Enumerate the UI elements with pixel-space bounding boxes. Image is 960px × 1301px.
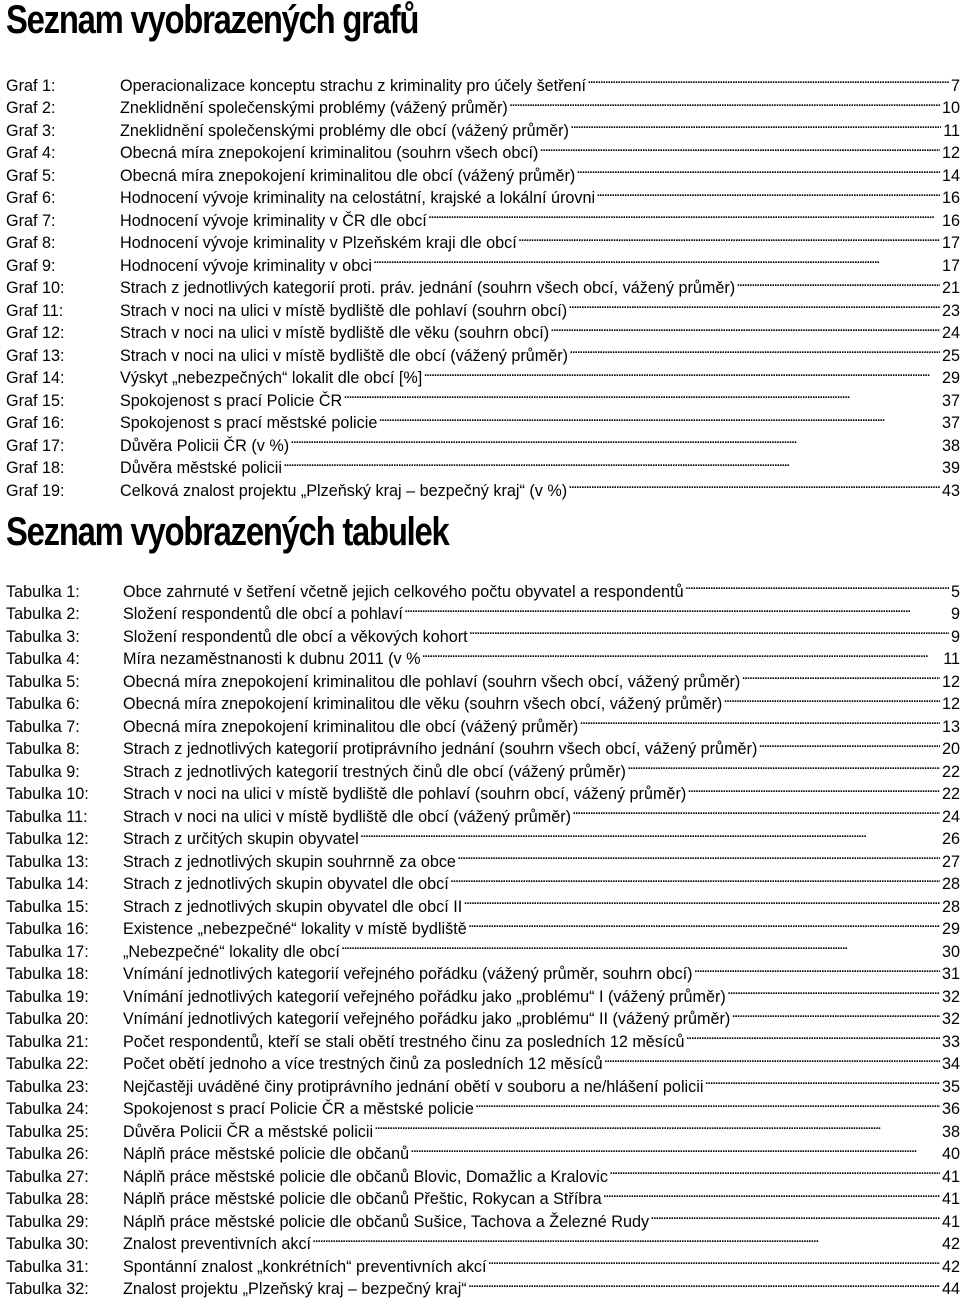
toc-entry-page-number: 20	[941, 740, 960, 758]
toc-entry-title: Náplň práce městské policie dle občanů Přeštic, Rokycan a Stříbra	[123, 1190, 602, 1208]
toc-entry-page-number: 14	[941, 166, 960, 185]
toc-entry-title: Vnímání jednotlivých kategorií veřejného pořádku jako „problému“ II (vážený průměr)	[123, 1010, 731, 1028]
toc-entry-page-number: 28	[941, 897, 960, 916]
toc-dot-leader	[462, 889, 940, 912]
toc-dot-leader	[575, 158, 940, 181]
toc-entry-title: Strach v noci na ulici v místě bydliště dle pohlaví (souhrn obcí)	[120, 301, 568, 320]
heading-list-of-tables: Seznam vyobrazených tabulek	[6, 510, 449, 554]
toc-dot-leader	[467, 1272, 940, 1295]
toc-entry-page-number: 30	[941, 942, 960, 961]
toc-entry-label: Tabulka 7:	[6, 717, 80, 736]
toc-dot-leader	[342, 383, 940, 406]
toc-entry-page-number: 29	[941, 369, 960, 387]
toc-entry-page-number: 28	[941, 875, 960, 893]
toc-entry-page-number: 9	[950, 605, 960, 623]
toc-entry[interactable]	[6, 574, 960, 601]
toc-entry-label: Graf 9:	[6, 256, 56, 275]
toc-entry-title: Strach z jednotlivých kategorií trestných činů dle obcí (vážený průměr)	[123, 762, 626, 781]
toc-dot-leader	[467, 912, 940, 935]
toc-dot-leader	[373, 1114, 940, 1137]
toc-entry-page-number: 21	[941, 279, 960, 297]
toc-entry-label: Tabulka 29:	[6, 1212, 89, 1231]
toc-entry-title: Vnímání jednotlivých kategorií veřejného pořádku jako „problému“ I (vážený průměr)	[123, 987, 726, 1006]
toc-entry-label: Tabulka 1:	[6, 582, 80, 601]
toc-entry-label: Graf 11:	[6, 301, 64, 320]
toc-entry-title: Existence „nebezpečné“ lokality v místě bydliště	[123, 920, 467, 938]
toc-entry-page-number: 22	[941, 785, 960, 803]
toc-entry-page-number: 26	[941, 830, 960, 848]
toc-dot-leader	[517, 226, 940, 249]
toc-entry-title: Obecná míra znepokojení kriminalitou dle pohlaví (souhrn všech obcí, vážený průměr)	[123, 672, 741, 691]
toc-dot-leader	[549, 316, 940, 339]
toc-entry-page-number: 24	[941, 324, 960, 342]
toc-entry-page-number: 35	[941, 1077, 960, 1096]
toc-entry-label: Graf 7:	[6, 211, 56, 230]
toc-entry-label: Graf 8:	[6, 234, 56, 252]
toc-entry-label: Tabulka 18:	[6, 965, 89, 983]
toc-entry-label: Tabulka 13:	[6, 852, 89, 871]
toc-entry-label: Graf 4:	[6, 144, 56, 162]
toc-entry-title: Spokojenost s prací Policie ČR a městské policie	[123, 1100, 474, 1118]
toc-entry-title: Strach v noci na ulici v místě bydliště dle obcí (vážený průměr)	[120, 346, 569, 365]
toc-entry-page-number: 33	[941, 1032, 960, 1051]
toc-dot-leader	[649, 1204, 940, 1227]
toc-dot-leader	[372, 248, 940, 271]
toc-entry-label: Tabulka 15:	[6, 897, 89, 916]
toc-entry-page-number: 38	[941, 1122, 960, 1141]
toc-entry-label: Graf 5:	[6, 166, 56, 185]
toc-entry-label: Tabulka 30:	[6, 1235, 89, 1253]
toc-entry-page-number: 11	[943, 650, 960, 668]
toc-entry-label: Graf 18:	[6, 459, 65, 477]
toc-entry-label: Graf 17:	[6, 436, 65, 455]
toc-entry-title: Náplň práce městské policie dle občanů Sušice, Tachova a Železné Rudy	[123, 1212, 650, 1231]
toc-entry-page-number: 12	[941, 672, 960, 691]
toc-entry-label: Tabulka 32:	[6, 1280, 89, 1298]
toc-entry-label: Graf 6:	[6, 189, 56, 207]
toc-entry-label: Tabulka 19:	[6, 987, 89, 1006]
toc-entry-title: Složení respondentů dle obcí a věkových kohort	[123, 627, 468, 646]
toc-entry-title: Spokojenost s prací Policie ČR	[120, 391, 343, 410]
toc-entry-page-number: 22	[941, 762, 960, 781]
toc-entry-label: Tabulka 10:	[6, 785, 89, 803]
toc-dot-leader	[422, 361, 940, 384]
toc-dot-leader	[340, 934, 940, 957]
toc-entry-label: Tabulka 17:	[6, 942, 89, 961]
toc-dot-leader	[567, 473, 940, 496]
toc-dot-leader	[740, 664, 940, 687]
toc-entry-page-number: 16	[941, 211, 960, 230]
toc-dot-leader	[693, 957, 940, 980]
toc-entry-label: Graf 2:	[6, 99, 56, 117]
toc-entry-title: Důvěra Policii ČR (v %)	[120, 436, 290, 455]
toc-dot-leader	[282, 451, 940, 474]
toc-entry-label: Tabulka 26:	[6, 1145, 89, 1163]
toc-entry-label: Graf 15:	[6, 391, 65, 410]
toc-entry-title: Vnímání jednotlivých kategorií veřejného pořádku (vážený průměr, souhrn obcí)	[123, 965, 693, 983]
toc-dot-leader	[456, 844, 940, 867]
toc-entry-label: Tabulka 28:	[6, 1190, 89, 1208]
toc-entry-label: Tabulka 2:	[6, 605, 80, 623]
toc-dot-leader	[586, 68, 949, 91]
toc-entry-title: Počet obětí jednoho a více trestných činů za posledních 12 měsíců	[123, 1055, 603, 1073]
toc-entry-title: Hodnocení vývoje kriminality v obci	[120, 256, 372, 275]
toc-dot-leader	[377, 406, 940, 429]
toc-entry-label: Graf 19:	[6, 481, 65, 500]
toc-entry-page-number: 37	[941, 391, 960, 410]
toc-entry-title: Strach z jednotlivých kategorií protiprávního jednání (souhrn všech obcí, vážený průměr)	[123, 740, 758, 758]
toc-dot-leader	[409, 1137, 940, 1160]
toc-entry-page-number: 23	[941, 301, 960, 320]
toc-entry-title: Spontánní znalost „konkrétních“ preventivních akcí	[123, 1257, 487, 1276]
toc-entry-title: Obecná míra znepokojení kriminalitou dle obcí (vážený průměr)	[120, 166, 576, 185]
toc-entry-label: Tabulka 16:	[6, 920, 89, 938]
toc-entry-page-number: 29	[941, 920, 960, 938]
toc-entry-label: Graf 13:	[6, 346, 65, 365]
toc-entry-title: Obce zahrnuté v šetření včetně jejich celkového počtu obyvatel a respondentů	[123, 582, 684, 601]
toc-entry-title: Hodnocení vývoje kriminality v ČR dle obcí	[120, 211, 427, 230]
toc-entry-title: Strach z určitých skupin obyvatel	[123, 830, 359, 848]
toc-entry-title: Hodnocení vývoje kriminality na celostátní, krajské a lokální úrovni	[120, 189, 596, 207]
toc-entry-title: Znalost projektu „Plzeňský kraj – bezpečný kraj“	[123, 1280, 467, 1298]
toc-entry-page-number: 36	[941, 1100, 960, 1118]
toc-dot-leader	[311, 1227, 940, 1250]
toc-dot-leader	[686, 777, 940, 800]
list-of-charts	[6, 68, 960, 500]
toc-entry-title: Důvěra městské policii	[120, 459, 282, 477]
toc-entry-page-number: 43	[941, 481, 960, 500]
toc-entry-page-number: 17	[941, 234, 960, 252]
toc-dot-leader	[567, 293, 940, 316]
heading-list-of-charts: Seznam vyobrazených grafů	[6, 0, 419, 42]
toc-dot-leader	[403, 597, 949, 620]
toc-dot-leader	[468, 619, 949, 642]
toc-entry-label: Tabulka 11:	[6, 807, 88, 826]
toc-entry-page-number: 34	[941, 1055, 960, 1073]
toc-entry-title: Důvěra Policii ČR a městské policii	[123, 1122, 374, 1141]
toc-entry-title: Celková znalost projektu „Plzeňský kraj – bezpečný kraj“ (v %)	[120, 481, 568, 500]
toc-entry-title: Strach z jednotlivých kategorií proti. práv. jednání (souhrn všech obcí, vážený průměr)	[120, 279, 736, 297]
toc-dot-leader	[726, 979, 940, 1002]
toc-entry-title: Zneklidnění společenskými problémy (vážený průměr)	[120, 99, 508, 117]
toc-entry-label: Tabulka 12:	[6, 830, 89, 848]
toc-entry-label: Tabulka 21:	[6, 1032, 89, 1051]
list-of-tables	[6, 574, 960, 1298]
toc-entry-label: Tabulka 6:	[6, 695, 80, 713]
toc-entry-label: Tabulka 31:	[6, 1257, 89, 1276]
toc-dot-leader	[757, 732, 940, 755]
toc-entry-title: Složení respondentů dle obcí a pohlaví	[123, 605, 403, 623]
toc-dot-leader	[735, 271, 940, 294]
toc-dot-leader	[474, 1092, 940, 1115]
toc-entry-label: Graf 10:	[6, 279, 65, 297]
toc-dot-leader	[602, 1182, 940, 1205]
toc-entry-page-number: 41	[941, 1212, 960, 1231]
toc-entry-title: Míra nezaměstnanosti k dubnu 2011 (v %	[123, 650, 421, 668]
toc-entry-label: Tabulka 3:	[6, 627, 80, 646]
toc-entry-label: Graf 1:	[6, 76, 56, 95]
toc-dot-leader	[571, 799, 940, 822]
toc-dot-leader	[703, 1069, 940, 1092]
toc-entry-page-number: 16	[941, 189, 960, 207]
toc-entry-page-number: 12	[941, 695, 960, 713]
toc-dot-leader	[730, 1002, 940, 1025]
toc-entry-page-number: 5	[950, 582, 960, 601]
toc-entry-page-number: 40	[941, 1145, 960, 1163]
toc-entry-title: Strach z jednotlivých skupin obyvatel dle obcí II	[123, 897, 463, 916]
toc-entry-title: Strach z jednotlivých skupin obyvatel dle obcí	[123, 875, 449, 893]
toc-entry-page-number: 41	[941, 1167, 960, 1186]
toc-entry-page-number: 37	[941, 414, 960, 432]
toc-entry-page-number: 10	[941, 99, 960, 117]
toc-entry-title: Strach v noci na ulici v místě bydliště dle pohlaví (souhrn obcí, vážený průměr)	[123, 785, 687, 803]
toc-dot-leader	[595, 181, 940, 204]
toc-entry-page-number: 24	[941, 807, 960, 826]
toc-entry-label: Tabulka 8:	[6, 740, 80, 758]
toc-entry-label: Graf 3:	[6, 121, 56, 140]
toc-entry-page-number: 31	[941, 965, 960, 983]
toc-entry-label: Tabulka 20:	[6, 1010, 89, 1028]
toc-entry-title: Znalost preventivních akcí	[123, 1235, 312, 1253]
toc-dot-leader	[449, 867, 940, 890]
toc-entry-title: Nejčastěji uváděné činy protiprávního jednání obětí v souboru a ne/hlášení policii	[123, 1077, 704, 1096]
toc-entry-label: Tabulka 27:	[6, 1167, 89, 1186]
toc-dot-leader	[626, 754, 940, 777]
toc-entry[interactable]	[6, 68, 960, 95]
toc-entry-page-number: 32	[941, 1010, 960, 1028]
toc-entry-label: Tabulka 22:	[6, 1055, 89, 1073]
toc-entry-page-number: 32	[941, 987, 960, 1006]
toc-dot-leader	[538, 136, 940, 159]
toc-entry-page-number: 11	[943, 121, 960, 140]
toc-entry-page-number: 17	[941, 256, 960, 275]
toc-dot-leader	[569, 113, 941, 136]
toc-entry-page-number: 7	[950, 76, 960, 95]
toc-dot-leader	[685, 1024, 940, 1047]
toc-dot-leader	[289, 428, 940, 451]
toc-entry-label: Tabulka 25:	[6, 1122, 89, 1141]
toc-dot-leader	[508, 91, 940, 114]
toc-dot-leader	[578, 709, 940, 732]
toc-entry-title: Obecná míra znepokojení kriminalitou (souhrn všech obcí)	[120, 144, 539, 162]
toc-entry-page-number: 44	[941, 1280, 960, 1298]
toc-entry-title: Zneklidnění společenskými problémy dle obcí (vážený průměr)	[120, 121, 569, 140]
toc-entry-title: Obecná míra znepokojení kriminalitou dle věku (souhrn všech obcí, vážený průměr)	[123, 695, 723, 713]
toc-entry-title: Strach v noci na ulici v místě bydliště dle věku (souhrn obcí)	[120, 324, 550, 342]
toc-entry-page-number: 12	[941, 144, 960, 162]
toc-entry-page-number: 13	[941, 717, 960, 736]
toc-dot-leader	[568, 338, 940, 361]
toc-entry-label: Tabulka 9:	[6, 762, 80, 781]
toc-entry-label: Graf 14:	[6, 369, 65, 387]
toc-dot-leader	[359, 822, 940, 845]
toc-entry-title: Náplň práce městské policie dle občanů Blovic, Domažlic a Kralovic	[123, 1167, 608, 1186]
toc-entry-title: Počet respondentů, kteří se stali obětí trestného činu za posledních 12 měsíců	[123, 1032, 685, 1051]
toc-entry-label: Tabulka 14:	[6, 875, 89, 893]
toc-entry-page-number: 42	[941, 1257, 960, 1276]
toc-entry-label: Graf 16:	[6, 414, 65, 432]
toc-entry-title: Výskyt „nebezpečných“ lokalit dle obcí [%]	[120, 369, 423, 387]
toc-entry-title: Operacionalizace konceptu strachu z kriminality pro účely šetření	[120, 76, 587, 95]
toc-entry-label: Tabulka 4:	[6, 650, 80, 668]
toc-entry-title: Strach v noci na ulici v místě bydliště dle obcí (vážený průměr)	[123, 807, 572, 826]
toc-entry-label: Tabulka 23:	[6, 1077, 89, 1096]
toc-entry-title: Náplň práce městské policie dle občanů	[123, 1145, 410, 1163]
toc-dot-leader	[608, 1159, 940, 1182]
toc-entry-title: Hodnocení vývoje kriminality v Plzeňském kraji dle obcí	[120, 234, 517, 252]
toc-dot-leader	[603, 1047, 940, 1070]
toc-entry-page-number: 27	[941, 852, 960, 871]
toc-entry-page-number: 42	[941, 1235, 960, 1253]
toc-entry-title: „Nebezpečné“ lokality dle obcí	[123, 942, 340, 961]
toc-entry-page-number: 38	[941, 436, 960, 455]
toc-entry-title: Strach z jednotlivých skupin souhrnně za obce	[123, 852, 456, 871]
toc-entry-label: Tabulka 5:	[6, 672, 80, 691]
toc-dot-leader	[722, 687, 940, 710]
toc-entry-page-number: 39	[941, 459, 960, 477]
toc-entry-title: Spokojenost s prací městské policie	[120, 414, 378, 432]
toc-entry-page-number: 25	[941, 346, 960, 365]
toc-entry-page-number: 41	[941, 1190, 960, 1208]
toc-dot-leader	[427, 203, 940, 226]
toc-entry-page-number: 9	[950, 627, 960, 646]
toc-entry-label: Graf 12:	[6, 324, 65, 342]
toc-dot-leader	[684, 574, 949, 597]
toc-entry-label: Tabulka 24:	[6, 1100, 89, 1118]
toc-entry-title: Obecná míra znepokojení kriminalitou dle obcí (vážený průměr)	[123, 717, 579, 736]
toc-dot-leader	[421, 642, 942, 665]
toc-dot-leader	[487, 1249, 940, 1272]
